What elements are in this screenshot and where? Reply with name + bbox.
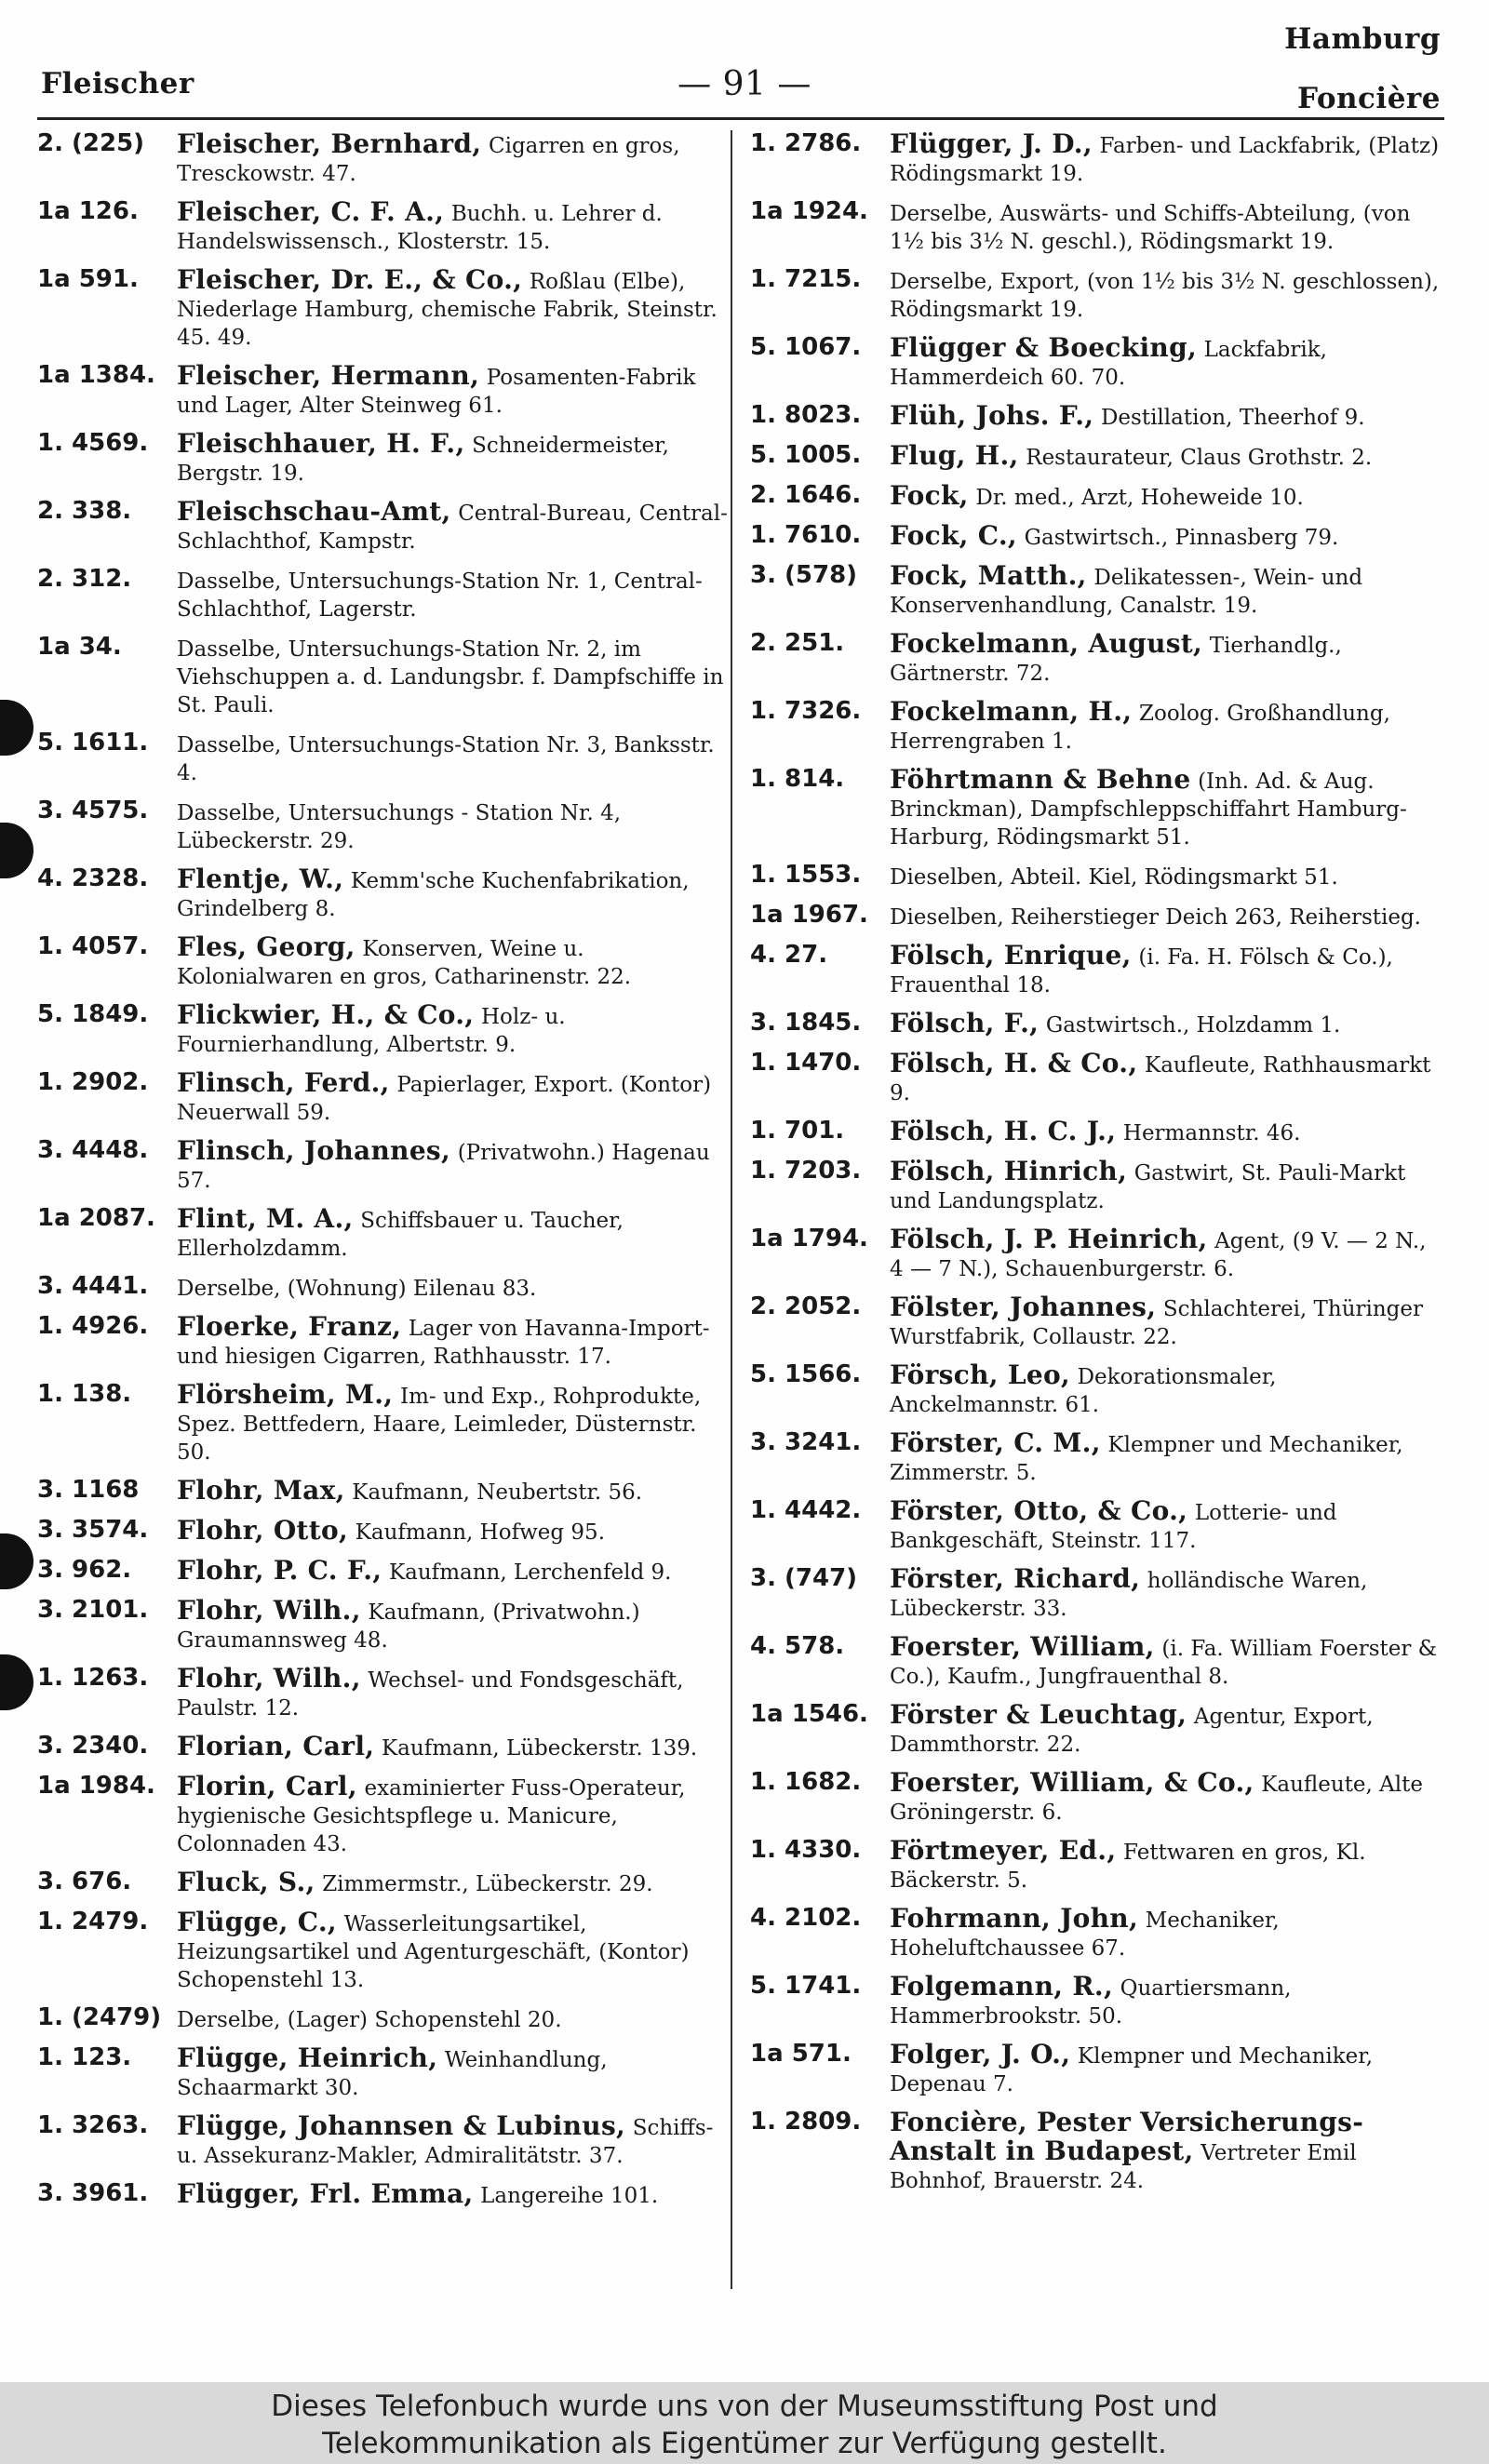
subscriber-name: Fockelmann, H.,	[890, 696, 1133, 727]
phone-number: 1. 1470.	[750, 1049, 862, 1077]
punch-hole	[0, 823, 34, 878]
subscriber-details: Roßlau (Elbe), Niederlage Hamburg, chemische Fabrik, Steinstr. 45. 49.	[177, 270, 718, 350]
phone-number: 1. 4926.	[37, 1312, 149, 1340]
subscriber-details: Dasselbe, Untersuchungs - Station Nr. 4, Lübeckerstr. 29.	[177, 801, 622, 853]
subscriber-name: Flörsheim, M.,	[177, 1379, 394, 1410]
phone-number: 1. (2479)	[37, 2003, 162, 2031]
directory-entry	[37, 566, 728, 623]
subscriber-details: Kaufmann, Neubertstr. 56.	[352, 1480, 643, 1505]
directory-entry	[750, 1497, 1441, 1555]
subscriber-details: Derselbe, Auswärts- und Schiffs-Abteilung, (von 1½ bis 3½ N. geschl.), Rödingsmarkt 19.	[890, 202, 1411, 254]
phone-number: 3. 3574.	[37, 1516, 149, 1544]
phone-number: 1. 123.	[37, 2043, 132, 2071]
footer-line-2: Telekommunikation als Eigentümer zur Verfügung gestellt.	[322, 2427, 1167, 2460]
subscriber-name: Förster, Otto, & Co.,	[890, 1495, 1188, 1526]
subscriber-details: Gastwirtsch., Holzdamm 1.	[1045, 1013, 1341, 1038]
directory-entry	[37, 1477, 728, 1507]
subscriber-details: Mechaniker, Hoheluftchaussee 67.	[890, 1908, 1280, 1961]
subscriber-details: Lager von Havanna-Import- und hiesigen Cigarren, Rathhausstr. 17.	[177, 1317, 710, 1369]
subscriber-name: Flügge, Heinrich,	[177, 2042, 438, 2073]
subscriber-details: Restaurateur, Claus Grothstr. 2.	[1026, 446, 1373, 470]
directory-entry	[37, 1868, 728, 1898]
subscriber-name: Flohr, Otto,	[177, 1515, 349, 1546]
subscriber-name: Fles, Georg,	[177, 931, 355, 962]
directory-entry	[37, 1597, 728, 1654]
subscriber-name: Flügger, Frl. Emma,	[177, 2178, 474, 2209]
header-rule	[37, 117, 1444, 120]
subscriber-details: Wasserleitungsartikel, Heizungsartikel und Agenturgeschäft, (Kontor) Schopenstehl 13.	[177, 1912, 690, 1992]
phone-number: 5. 1849.	[37, 1000, 149, 1028]
subscriber-details: Dieselben, Reiherstieger Deich 263, Reiherstieg.	[890, 905, 1421, 930]
phone-number: 3. 962.	[37, 1556, 132, 1584]
phone-number: 4. 27.	[750, 941, 828, 969]
directory-entry	[37, 2180, 728, 2210]
subscriber-name: Fock, C.,	[890, 520, 1017, 551]
subscriber-name: Fockelmann, August,	[890, 628, 1203, 659]
subscriber-details: Klempner und Mechaniker, Zimmerstr. 5.	[890, 1433, 1403, 1485]
subscriber-details: Gastwirtsch., Pinnasberg 79.	[1024, 526, 1339, 550]
phone-number: 3. 1168	[37, 1476, 140, 1504]
phone-number: 5. 1067.	[750, 333, 862, 361]
directory-entry	[750, 562, 1441, 620]
subscriber-details: Schiffs- u. Assekuranz-Makler, Admiralitätstr. 37.	[177, 2116, 714, 2168]
directory-entry	[37, 1313, 728, 1371]
directory-entry	[37, 1665, 728, 1722]
subscriber-name: Förster & Leuchtag,	[890, 1699, 1187, 1730]
subscriber-name: Floerke, Franz,	[177, 1311, 402, 1342]
phone-number: 3. 4448.	[37, 1136, 149, 1164]
directory-entry	[750, 1361, 1441, 1419]
subscriber-name: Fleischer, Dr. E., & Co.,	[177, 264, 523, 295]
subscriber-details: Kaufmann, Hofweg 95.	[355, 1520, 606, 1545]
directory-entry	[37, 1137, 728, 1195]
phone-number: 1. 138.	[37, 1380, 132, 1408]
subscriber-name: Försch, Leo,	[890, 1359, 1070, 1390]
subscriber-name: Flug, H.,	[890, 440, 1019, 471]
phone-number: 2. 251.	[750, 629, 845, 657]
subscriber-details: Schiffsbauer u. Taucher, Ellerholzdamm.	[177, 1209, 624, 1261]
directory-entry	[750, 1225, 1441, 1283]
punch-hole	[0, 1654, 34, 1710]
phone-number: 2. 1646.	[750, 481, 862, 509]
phone-number: 1. 701.	[750, 1117, 845, 1145]
directory-entry	[750, 862, 1441, 891]
subscriber-details: Zoolog. Großhandlung, Herrengraben 1.	[890, 702, 1390, 754]
directory-entry	[750, 766, 1441, 851]
subscriber-name: Flügge, C.,	[177, 1907, 337, 1937]
directory-entry	[37, 730, 728, 787]
subscriber-details: Quartiersmann, Hammerbrookstr. 50.	[890, 1976, 1292, 2029]
directory-entry	[750, 902, 1441, 931]
subscriber-name: Fohrmann, John,	[890, 1903, 1138, 1934]
directory-entry	[750, 1837, 1441, 1895]
subscriber-name: Fleischer, C. F. A.,	[177, 196, 445, 227]
subscriber-details: Schneidermeister, Bergstr. 19.	[177, 434, 669, 486]
phone-number: 1. 4569.	[37, 429, 149, 457]
subscriber-name: Flohr, P. C. F.,	[177, 1555, 382, 1586]
subscriber-details: Schlachterei, Thüringer Wurstfabrik, Collaustr. 22.	[890, 1297, 1424, 1349]
directory-entry	[750, 2109, 1441, 2195]
subscriber-details: Zimmermstr., Lübeckerstr. 29.	[322, 1872, 653, 1896]
subscriber-details: Im- und Exp., Rohprodukte, Spez. Bettfedern, Haare, Leimleder, Düsternstr. 50.	[177, 1385, 702, 1465]
phone-number: 1. 814.	[750, 765, 845, 793]
subscriber-name: Fölsch, F.,	[890, 1008, 1040, 1038]
directory-entry	[750, 198, 1441, 256]
subscriber-details: Agentur, Export, Dammthorstr. 22.	[890, 1705, 1374, 1757]
running-head-left: Fleischer	[41, 67, 195, 100]
directory-entry	[37, 1273, 728, 1303]
subscriber-name: Flügger, J. D.,	[890, 128, 1093, 159]
subscriber-details: Posamenten-Fabrik und Lager, Alter Steinweg 61.	[177, 366, 696, 418]
directory-entry	[37, 266, 728, 352]
directory-entry	[37, 2044, 728, 2102]
subscriber-details: examinierter Fuss-Operateur, hygienische Gesichtspflege u. Manicure, Colonnaden 43.	[177, 1776, 686, 1856]
running-head-city: Hamburg	[1284, 22, 1441, 56]
subscriber-details: Wechsel- und Fondsgeschäft, Paulstr. 12.	[177, 1668, 684, 1721]
subscriber-details: Derselbe, Export, (von 1½ bis 3½ N. geschlossen), Rödingsmarkt 19.	[890, 270, 1440, 322]
directory-entry	[37, 2112, 728, 2170]
phone-number: 1a 1384.	[37, 361, 155, 389]
phone-number: 1. 7326.	[750, 697, 862, 725]
phone-number: 3. 2101.	[37, 1596, 149, 1624]
archive-footer	[0, 2382, 1489, 2464]
subscriber-name: Fleischschau-Amt,	[177, 496, 451, 527]
phone-number: 4. 578.	[750, 1632, 845, 1660]
subscriber-name: Foncière, Pester Versicherungs-Anstalt in Budapest,	[890, 2107, 1364, 2166]
subscriber-name: Fölsch, Hinrich,	[890, 1156, 1128, 1186]
directory-entry	[750, 1769, 1441, 1827]
directory-entry	[37, 634, 728, 719]
phone-number: 4. 2328.	[37, 864, 149, 892]
directory-entry	[750, 2041, 1441, 2098]
subscriber-name: Fölster, Johannes,	[890, 1292, 1157, 1322]
directory-entry	[37, 130, 728, 188]
subscriber-details: Fettwaren en gros, Kl. Bäckerstr. 5.	[890, 1841, 1366, 1893]
subscriber-name: Florin, Carl,	[177, 1771, 357, 1801]
directory-entry	[37, 1381, 728, 1466]
directory-entry	[750, 1429, 1441, 1487]
directory-entry	[750, 1293, 1441, 1351]
phone-number: 2. 312.	[37, 565, 132, 593]
subscriber-name: Fock,	[890, 480, 969, 511]
subscriber-name: Flinsch, Ferd.,	[177, 1067, 390, 1098]
subscriber-name: Fluck, S.,	[177, 1867, 315, 1897]
phone-number: 1a 126.	[37, 197, 139, 225]
phone-number: 1a 571.	[750, 2040, 852, 2068]
subscriber-details: (i. Fa. William Foerster & Co.), Kaufm., Jungfrauenthal 8.	[890, 1637, 1438, 1689]
subscriber-details: Dieselben, Abteil. Kiel, Rödingsmarkt 51.	[890, 865, 1338, 890]
subscriber-details: Destillation, Theerhof 9.	[1100, 406, 1365, 430]
directory-entry	[750, 630, 1441, 688]
directory-entry	[37, 1517, 728, 1547]
phone-number: 1. 7215.	[750, 265, 862, 293]
subscriber-details: Dasselbe, Untersuchungs-Station Nr. 1, Central-Schlachthof, Lagerstr.	[177, 569, 703, 622]
directory-entry	[750, 1118, 1441, 1147]
subscriber-name: Flint, M. A.,	[177, 1203, 354, 1234]
phone-number: 1a 1967.	[750, 901, 868, 929]
phone-number: 1a 2087.	[37, 1204, 155, 1232]
directory-entry	[750, 1158, 1441, 1215]
subscriber-details: Konserven, Weine u. Kolonialwaren en gros, Catharinenstr. 22.	[177, 937, 632, 989]
phone-number: 1. 7610.	[750, 521, 862, 549]
directory-entry	[37, 1557, 728, 1587]
directory-entry	[750, 1905, 1441, 1962]
left-column	[37, 130, 728, 2220]
subscriber-name: Flügger & Boecking,	[890, 332, 1197, 363]
subscriber-details: Papierlager, Export. (Kontor) Neuerwall 59.	[177, 1073, 712, 1125]
punch-hole	[0, 1533, 34, 1589]
subscriber-details: Hermannstr. 46.	[1122, 1121, 1301, 1145]
subscriber-name: Flohr, Wilh.,	[177, 1663, 361, 1694]
subscriber-details: Kaufmann, (Privatwohn.) Graumannsweg 48.	[177, 1600, 640, 1653]
subscriber-name: Fleischer, Bernhard,	[177, 128, 482, 159]
directory-entry	[37, 1205, 728, 1263]
subscriber-details: Dasselbe, Untersuchungs-Station Nr. 3, Banksstr. 4.	[177, 733, 715, 785]
punch-hole	[0, 700, 34, 756]
phone-number: 1a 1794.	[750, 1225, 868, 1252]
phone-number: 3. 1845.	[750, 1009, 862, 1037]
subscriber-details: Kaufleute, Alte Gröningerstr. 6.	[890, 1773, 1423, 1825]
page-number: — 91 —	[677, 65, 812, 103]
phone-number: 1. 4330.	[750, 1836, 862, 1864]
phone-number: 1. 1682.	[750, 1768, 862, 1796]
subscriber-name: Fleischer, Hermann,	[177, 360, 480, 391]
subscriber-details: Gastwirt, St. Pauli-Markt und Landungsplatz.	[890, 1161, 1406, 1213]
phone-number: 1a 34.	[37, 633, 122, 661]
subscriber-details: Central-Bureau, Central-Schlachthof, Kampstr.	[177, 502, 728, 554]
directory-entry	[750, 442, 1441, 472]
phone-number: 1. 3263.	[37, 2111, 149, 2139]
subscriber-name: Fölsch, Enrique,	[890, 940, 1132, 971]
directory-entry	[37, 1069, 728, 1127]
phone-number: 3. 4575.	[37, 797, 149, 824]
subscriber-name: Flüh, Johs. F.,	[890, 400, 1094, 431]
directory-entry	[37, 865, 728, 923]
subscriber-name: Foerster, William,	[890, 1631, 1155, 1662]
subscriber-details: Vertreter Emil Bohnhof, Brauerstr. 24.	[890, 2141, 1357, 2193]
subscriber-details: Klempner und Mechaniker, Depenau 7.	[890, 2044, 1374, 2096]
phone-number: 3. (578)	[750, 561, 858, 589]
subscriber-details: Langereihe 101.	[480, 2184, 659, 2208]
subscriber-name: Förster, Richard,	[890, 1563, 1141, 1594]
phone-number: 1a 1546.	[750, 1700, 868, 1728]
phone-number: 1. 2786.	[750, 129, 862, 157]
directory-entry	[750, 1633, 1441, 1691]
directory-entry	[750, 1010, 1441, 1039]
directory-entry	[37, 933, 728, 991]
directory-entry	[750, 402, 1441, 432]
subscriber-name: Flohr, Max,	[177, 1475, 345, 1506]
phone-number: 1. 1553.	[750, 861, 862, 889]
subscriber-details: holländische Waren, Lübeckerstr. 33.	[890, 1569, 1368, 1621]
subscriber-name: Föhrtmann & Behne	[890, 764, 1191, 795]
phone-number: 3. 676.	[37, 1868, 132, 1895]
directory-entry	[750, 522, 1441, 552]
phone-number: 3. (747)	[750, 1564, 858, 1592]
directory-entry	[37, 1773, 728, 1858]
subscriber-details: Agent, (9 V. — 2 N., 4 — 7 N.), Schauenburgerstr. 6.	[890, 1229, 1427, 1281]
directory-entry	[37, 198, 728, 256]
directory-entry	[750, 942, 1441, 999]
directory-entry	[37, 1908, 728, 1994]
subscriber-name: Fölsch, H. C. J.,	[890, 1116, 1117, 1146]
phone-number: 1a 1984.	[37, 1772, 155, 1800]
directory-entry	[750, 1973, 1441, 2030]
directory-entry	[750, 482, 1441, 512]
subscriber-name: Flentje, W.,	[177, 864, 344, 894]
subscriber-name: Folgemann, R.,	[890, 1971, 1113, 2002]
subscriber-name: Folger, J. O.,	[890, 2039, 1071, 2069]
directory-entry	[750, 266, 1441, 324]
subscriber-name: Förster, C. M.,	[890, 1427, 1101, 1458]
directory-entry	[750, 1701, 1441, 1759]
phone-number: 3. 3961.	[37, 2179, 149, 2207]
directory-entry	[37, 362, 728, 420]
subscriber-details: Cigarren en gros, Tresckowstr. 47.	[177, 134, 680, 186]
directory-entry	[37, 1001, 728, 1059]
subscriber-details: Dr. med., Arzt, Hoheweide 10.	[975, 486, 1304, 510]
subscriber-details: Kemm'sche Kuchenfabrikation, Grindelberg 8.	[177, 869, 690, 921]
phone-number: 3. 2340.	[37, 1732, 149, 1760]
subscriber-name: Flohr, Wilh.,	[177, 1595, 361, 1626]
subscriber-name: Fölsch, H. & Co.,	[890, 1048, 1138, 1078]
phone-number: 5. 1741.	[750, 1972, 862, 2000]
subscriber-name: Flinsch, Johannes,	[177, 1135, 451, 1166]
subscriber-details: Kaufleute, Rathhausmarkt 9.	[890, 1053, 1431, 1105]
directory-entry	[750, 698, 1441, 756]
directory-entry	[750, 1050, 1441, 1107]
directory-entry	[37, 2004, 728, 2034]
subscriber-details: Buchh. u. Lehrer d. Handelswissensch., Klosterstr. 15.	[177, 202, 663, 254]
directory-entry	[37, 1733, 728, 1762]
phone-number: 5. 1611.	[37, 729, 149, 757]
subscriber-name: Förtmeyer, Ed.,	[890, 1835, 1117, 1866]
directory-entry	[750, 130, 1441, 188]
subscriber-details: Weinhandlung, Schaarmarkt 30.	[177, 2048, 608, 2100]
phone-number: 5. 1566.	[750, 1360, 862, 1388]
subscriber-details: Derselbe, (Lager) Schopenstehl 20.	[177, 2008, 562, 2032]
directory-entry	[37, 498, 728, 556]
subscriber-details: Derselbe, (Wohnung) Eilenau 83.	[177, 1277, 537, 1301]
directory-entry	[750, 1565, 1441, 1623]
phone-number: 2. 2052.	[750, 1292, 862, 1320]
phone-number: 1a 591.	[37, 265, 139, 293]
subscriber-name: Fleischhauer, H. F.,	[177, 428, 465, 459]
phone-number: 1. 2479.	[37, 1908, 149, 1935]
subscriber-name: Flügge, Johannsen & Lubinus,	[177, 2110, 626, 2141]
phone-number: 1. 2809.	[750, 2108, 862, 2136]
subscriber-name: Flickwier, H., & Co.,	[177, 999, 475, 1030]
subscriber-name: Fölsch, J. P. Heinrich,	[890, 1224, 1208, 1254]
phone-number: 1. 4057.	[37, 932, 149, 960]
phone-number: 3. 4441.	[37, 1272, 149, 1300]
directory-entry	[750, 334, 1441, 392]
subscriber-details: Delikatessen-, Wein- und Konservenhandlung, Canalstr. 19.	[890, 566, 1363, 618]
subscriber-details: Kaufmann, Lerchenfeld 9.	[388, 1560, 672, 1585]
subscriber-details: Dekorationsmaler, Anckelmannstr. 61.	[890, 1365, 1277, 1417]
phone-number: 2. 338.	[37, 497, 132, 525]
subscriber-details: Tierhandlg., Gärtnerstr. 72.	[890, 634, 1342, 686]
phone-number: 2. (225)	[37, 129, 145, 157]
phone-number: 1. 1263.	[37, 1664, 149, 1692]
directory-entry	[37, 430, 728, 488]
subscriber-name: Florian, Carl,	[177, 1731, 375, 1761]
subscriber-details: (Privatwohn.) Hagenau 57.	[177, 1141, 710, 1193]
footer-line-1: Dieses Telefonbuch wurde uns von der Museumsstiftung Post und	[271, 2390, 1218, 2423]
right-column	[750, 130, 1441, 2205]
running-head-right: Foncière	[1297, 82, 1441, 115]
subscriber-details: (Inh. Ad. & Aug. Brinckman), Dampfschleppschiffahrt Hamburg-Harburg, Rödingsmarkt 51.	[890, 770, 1407, 850]
phone-number: 1. 7203.	[750, 1157, 862, 1185]
subscriber-name: Fock, Matth.,	[890, 560, 1087, 591]
subscriber-name: Foerster, William, & Co.,	[890, 1767, 1254, 1798]
phone-number: 4. 2102.	[750, 1904, 862, 1932]
subscriber-details: Farben- und Lackfabrik, (Platz) Rödingsmarkt 19.	[890, 134, 1440, 186]
phone-number: 1a 1924.	[750, 197, 868, 225]
subscriber-details: Kaufmann, Lübeckerstr. 139.	[381, 1736, 698, 1761]
phone-number: 1. 4442.	[750, 1496, 862, 1524]
phone-number: 5. 1005.	[750, 441, 862, 469]
subscriber-details: Lackfabrik, Hammerdeich 60. 70.	[890, 338, 1327, 390]
phone-number: 3. 3241.	[750, 1428, 862, 1456]
phone-number: 1. 8023.	[750, 401, 862, 429]
column-divider	[731, 130, 732, 2289]
phone-number: 1. 2902.	[37, 1068, 149, 1096]
directory-entry	[37, 797, 728, 855]
subscriber-details: Holz- u. Fournierhandlung, Albertstr. 9.	[177, 1005, 566, 1057]
subscriber-details: (i. Fa. H. Fölsch & Co.), Frauenthal 18.	[890, 945, 1393, 998]
subscriber-details: Lotterie- und Bankgeschäft, Steinstr. 117.	[890, 1501, 1337, 1553]
subscriber-details: Dasselbe, Untersuchungs-Station Nr. 2, im Viehschuppen a. d. Landungsbr. f. Dampfschiffe in St. Pauli.	[177, 637, 724, 717]
